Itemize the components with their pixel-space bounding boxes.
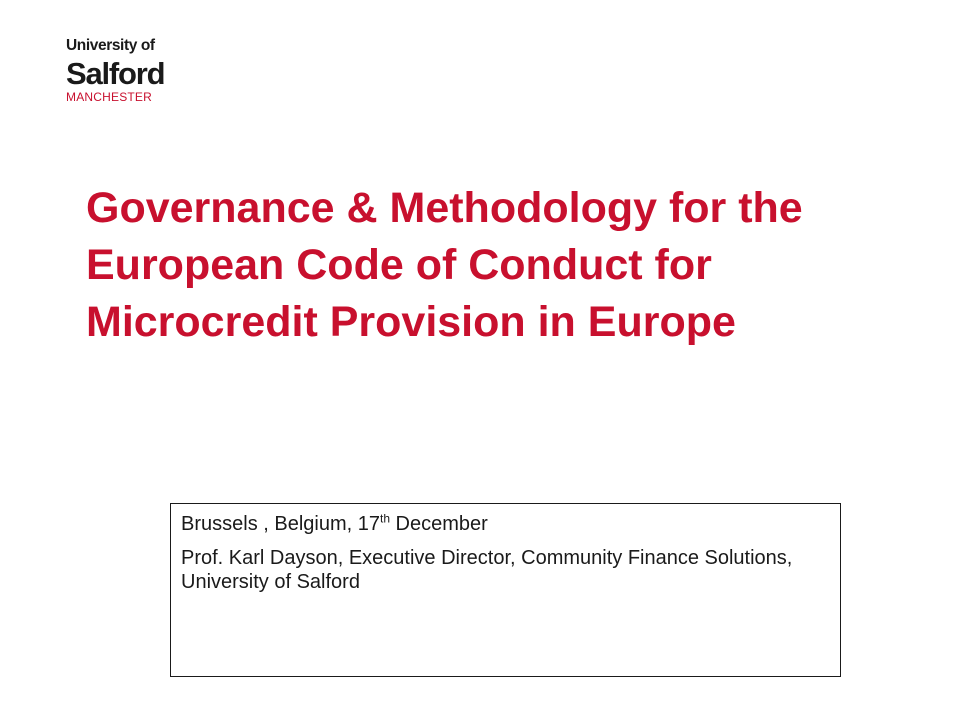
logo-university-of: University of xyxy=(66,37,155,54)
logo-salford: Salford xyxy=(66,56,165,91)
subtitle-box xyxy=(170,503,841,677)
date-ordinal: th xyxy=(379,511,390,526)
location-month: December xyxy=(390,513,488,535)
event-location-date xyxy=(181,512,830,536)
location-prefix: Brussels , Belgium, 17 xyxy=(181,513,380,535)
presenter-info: Prof. Karl Dayson, Executive Director, Community Finance Solutions, University of Salford xyxy=(181,547,793,593)
slide-title: Governance & Methodology for the European Code of Conduct for Microcredit Provision in Europe xyxy=(86,184,803,346)
logo-manchester: MANCHESTER xyxy=(66,90,153,104)
university-logo xyxy=(66,38,176,103)
